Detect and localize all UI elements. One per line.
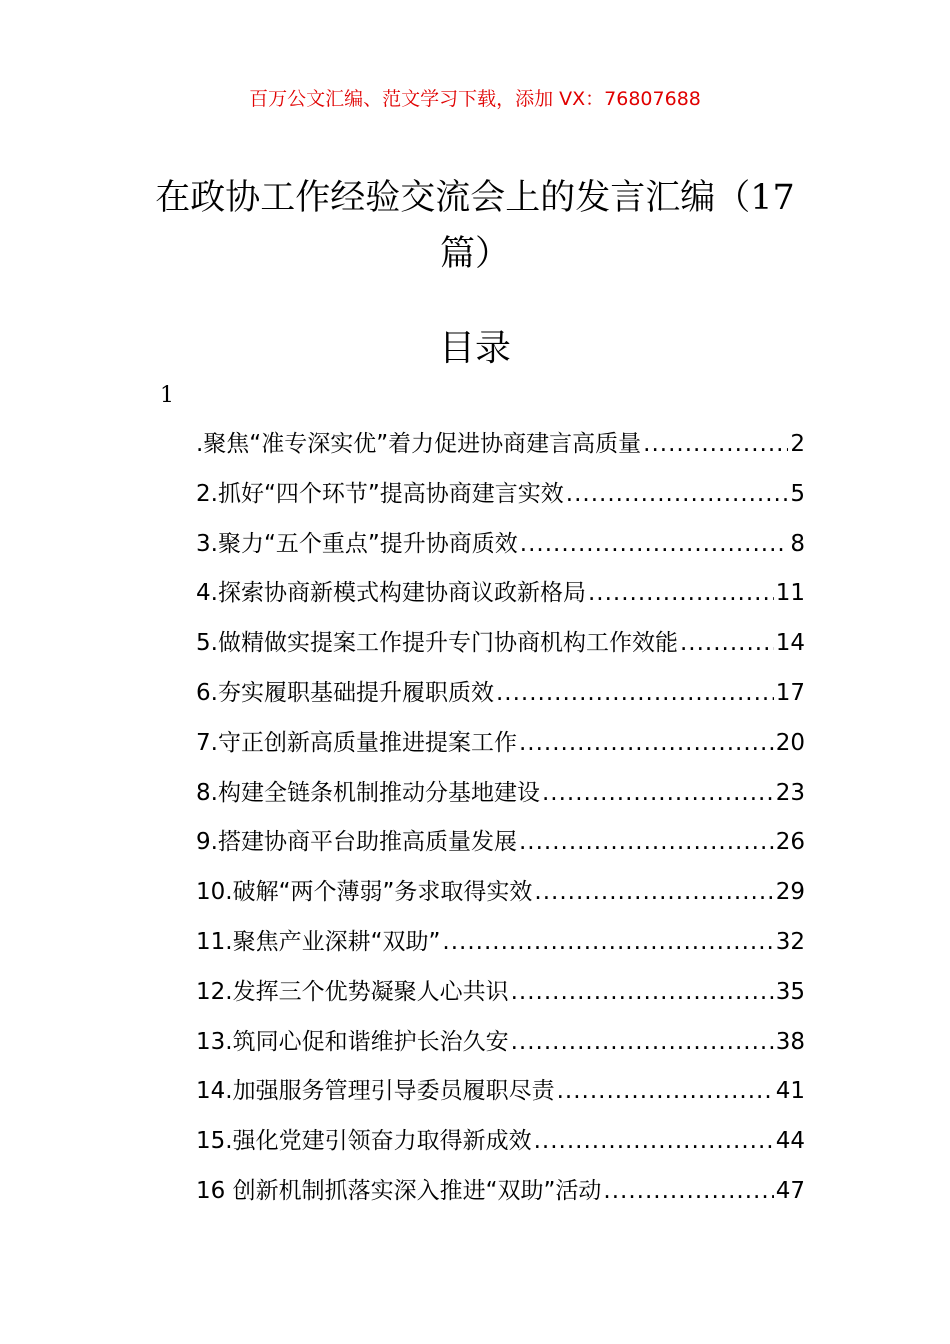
toc-leader	[511, 1018, 774, 1068]
toc-leader	[534, 868, 773, 918]
stray-number: 1	[160, 383, 174, 408]
toc-entry-page: 20	[775, 729, 805, 756]
toc-entry-label: 15.强化党建引领奋力取得新成效	[196, 1128, 532, 1155]
toc-leader	[511, 968, 774, 1018]
toc-entry[interactable]	[196, 918, 805, 968]
toc-entry[interactable]	[196, 868, 805, 918]
toc-leader	[519, 719, 774, 769]
toc-leader	[442, 918, 773, 968]
toc-leader	[519, 818, 774, 868]
toc-entry-label: 6.夯实履职基础提升履职质效	[196, 679, 494, 706]
toc-entry-label: 8.构建全链条机制推动分基地建设	[196, 779, 540, 806]
toc-entry[interactable]	[196, 1117, 805, 1167]
toc-leader	[557, 1067, 774, 1117]
toc-entry-page: 35	[775, 978, 805, 1005]
toc-entry[interactable]	[196, 719, 805, 769]
toc-leader	[534, 1117, 774, 1167]
document-title-count: 17	[750, 178, 795, 218]
toc-entry-page: 8	[790, 530, 805, 557]
toc-entry-label: 14.加强服务管理引导委员履职尽责	[196, 1078, 555, 1105]
toc-leader	[643, 420, 788, 470]
toc-entry-page: 11	[775, 580, 805, 607]
toc-entry[interactable]	[196, 769, 805, 819]
toc-heading: 目录	[438, 328, 511, 369]
toc-entry-page: 38	[775, 1028, 805, 1055]
document-title-end: 篇）	[439, 234, 510, 274]
toc-entry[interactable]	[196, 619, 805, 669]
toc-entry[interactable]	[196, 470, 805, 520]
toc-entry-label: 10.破解“两个薄弱”务求取得实效	[196, 879, 533, 906]
toc-entry-label: 7.守正创新高质量推进提案工作	[196, 729, 517, 756]
toc-list	[196, 420, 805, 1217]
watermark-text: 百万公文汇编、范文学习下载，添加 VX：76807688	[249, 88, 701, 110]
toc-entry[interactable]	[196, 818, 805, 868]
toc-entry[interactable]	[196, 1067, 805, 1117]
toc-entry-label: 11.聚焦产业深耕“双助”	[196, 928, 441, 955]
toc-entry[interactable]	[196, 569, 805, 619]
toc-leader	[542, 769, 774, 819]
toc-entry-label: 5.做精做实提案工作提升专门协商机构工作效能	[196, 630, 678, 657]
toc-entry-label: 3.聚力“五个重点”提升协商质效	[196, 530, 518, 557]
toc-entry-page: 14	[775, 630, 805, 657]
toc-leader	[603, 1167, 773, 1217]
toc-entry-page: 44	[775, 1128, 805, 1155]
document-title-main: 在政协工作经验交流会上的发言汇编（	[155, 178, 751, 218]
toc-entry-label: 9.搭建协商平台助推高质量发展	[196, 829, 517, 856]
toc-entry-label: 2.抓好“四个环节”提高协商建言实效	[196, 480, 564, 507]
toc-entry-page: 41	[775, 1078, 805, 1105]
toc-entry-page: 2	[790, 431, 805, 457]
toc-entry-page: 26	[775, 829, 805, 856]
toc-entry-page: 32	[775, 928, 805, 955]
toc-entry[interactable]	[196, 420, 805, 470]
toc-entry-page: 47	[775, 1177, 805, 1204]
toc-entry[interactable]	[196, 1167, 805, 1217]
toc-entry[interactable]	[196, 520, 805, 570]
toc-entry[interactable]	[196, 1018, 805, 1068]
toc-leader	[496, 669, 774, 719]
toc-leader	[588, 569, 774, 619]
document-title	[150, 170, 800, 282]
toc-entry[interactable]	[196, 968, 805, 1018]
toc-leader	[566, 470, 789, 520]
toc-entry-label: 13.筑同心促和谐维护长治久安	[196, 1028, 509, 1055]
toc-entry-label: 16 创新机制抓落实深入推进“双助”活动	[196, 1177, 602, 1204]
toc-entry[interactable]	[196, 669, 805, 719]
toc-entry-page: 17	[775, 679, 805, 706]
toc-entry-label: 4.探索协商新模式构建协商议政新格局	[196, 580, 586, 607]
toc-leader	[520, 520, 789, 570]
toc-entry-page: 29	[775, 879, 805, 906]
toc-entry-page: 23	[775, 779, 805, 806]
toc-entry-label: .聚焦“准专深实优”着力促进协商建言高质量	[196, 431, 642, 457]
toc-entry-label: 12.发挥三个优势凝聚人心共识	[196, 978, 509, 1005]
toc-entry-page: 5	[790, 480, 805, 507]
toc-leader	[680, 619, 774, 669]
